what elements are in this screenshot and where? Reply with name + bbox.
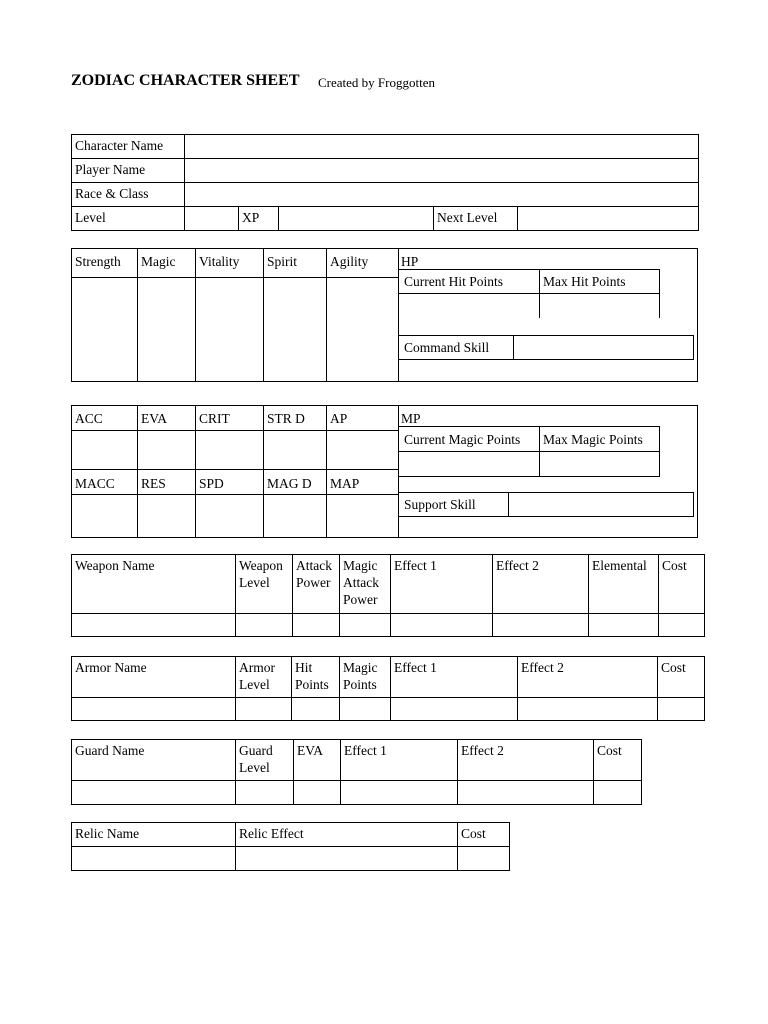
relic-effect-field[interactable]: [236, 847, 458, 871]
eva-field[interactable]: [138, 431, 194, 468]
eva-label: EVA: [141, 411, 168, 426]
armor-hit-points-field[interactable]: [292, 698, 340, 721]
armor-level-field[interactable]: [236, 698, 292, 721]
hp-label: HP: [401, 254, 419, 269]
max-mp-label: Max Magic Points: [543, 432, 643, 447]
weapon-cost-field[interactable]: [659, 614, 705, 637]
vitality-label: Vitality: [199, 254, 240, 269]
weapon-cost-header: Cost: [659, 555, 705, 614]
armor-magic-points-header: Magic Points: [340, 657, 391, 698]
guard-eva-header: EVA: [294, 740, 341, 781]
weapon-elemental-field[interactable]: [589, 614, 659, 637]
agility-field[interactable]: [327, 278, 397, 381]
current-hp-label: Current Hit Points: [404, 274, 504, 289]
res-field[interactable]: [138, 495, 194, 537]
current-hp-field[interactable]: [399, 294, 538, 318]
acc-label: ACC: [75, 411, 103, 426]
max-hp-label: Max Hit Points: [543, 274, 626, 289]
crit-label: CRIT: [199, 411, 230, 426]
armor-name-header: Armor Name: [72, 657, 236, 698]
mp-label: MP: [401, 411, 421, 426]
weapon-level-field[interactable]: [236, 614, 293, 637]
weapon-magic-attack-header: Magic Attack Power: [340, 555, 391, 614]
magic-label: Magic: [141, 254, 176, 269]
weapon-effect2-field[interactable]: [493, 614, 589, 637]
support-skill-field[interactable]: [509, 493, 693, 516]
spd-label: SPD: [199, 476, 224, 491]
current-mp-label: Current Magic Points: [404, 432, 521, 447]
armor-cost-header: Cost: [658, 657, 705, 698]
macc-label: MACC: [75, 476, 115, 491]
armor-cost-field[interactable]: [658, 698, 705, 721]
guard-effect1-header: Effect 1: [341, 740, 458, 781]
armor-level-header: Armor Level: [236, 657, 292, 698]
guard-effect1-field[interactable]: [341, 781, 458, 805]
guard-name-header: Guard Name: [72, 740, 236, 781]
weapon-effect2-header: Effect 2: [493, 555, 589, 614]
weapon-elemental-header: Elemental: [589, 555, 659, 614]
weapon-effect1-header: Effect 1: [391, 555, 493, 614]
guard-effect2-field[interactable]: [458, 781, 594, 805]
race-class-label: Race & Class: [72, 183, 185, 207]
armor-effect2-header: Effect 2: [518, 657, 658, 698]
weapon-attack-header: Attack Power: [293, 555, 340, 614]
spirit-field[interactable]: [264, 278, 325, 381]
spirit-label: Spirit: [267, 254, 298, 269]
next-level-label: Next Level: [434, 207, 518, 231]
guard-cost-field[interactable]: [594, 781, 642, 805]
guard-level-header: Guard Level: [236, 740, 294, 781]
next-level-field[interactable]: [518, 207, 699, 231]
support-skill-label: Support Skill: [404, 497, 476, 512]
str-d-label: STR D: [267, 411, 305, 426]
crit-field[interactable]: [196, 431, 262, 468]
armor-effect1-field[interactable]: [391, 698, 518, 721]
command-skill-field[interactable]: [514, 336, 693, 359]
armor-name-field[interactable]: [72, 698, 236, 721]
player-name-field[interactable]: [185, 159, 699, 183]
guard-table: [71, 739, 642, 805]
guard-cost-header: Cost: [594, 740, 642, 781]
armor-table: [71, 656, 705, 721]
relic-name-field[interactable]: [72, 847, 236, 871]
strength-label: Strength: [75, 254, 121, 269]
weapon-table: [71, 554, 705, 637]
character-name-label: Character Name: [72, 135, 185, 159]
character-name-field[interactable]: [185, 135, 699, 159]
current-mp-field[interactable]: [399, 452, 538, 475]
weapon-effect1-field[interactable]: [391, 614, 493, 637]
weapon-magic-attack-field[interactable]: [340, 614, 391, 637]
ap-field[interactable]: [327, 431, 397, 468]
weapon-attack-field[interactable]: [293, 614, 340, 637]
str-d-field[interactable]: [264, 431, 325, 468]
xp-label: XP: [239, 207, 279, 231]
command-skill-label: Command Skill: [404, 340, 490, 355]
guard-name-field[interactable]: [72, 781, 236, 805]
map-field[interactable]: [327, 495, 397, 537]
guard-eva-field[interactable]: [294, 781, 341, 805]
race-class-field[interactable]: [185, 183, 699, 207]
mag-d-field[interactable]: [264, 495, 325, 537]
armor-magic-points-field[interactable]: [340, 698, 391, 721]
xp-field[interactable]: [279, 207, 434, 231]
spd-field[interactable]: [196, 495, 262, 537]
relic-cost-header: Cost: [458, 823, 510, 847]
relic-table: [71, 822, 510, 871]
map-label: MAP: [330, 476, 360, 491]
armor-effect1-header: Effect 1: [391, 657, 518, 698]
armor-effect2-field[interactable]: [518, 698, 658, 721]
res-label: RES: [141, 476, 166, 491]
strength-field[interactable]: [72, 278, 136, 381]
max-hp-field[interactable]: [540, 294, 658, 318]
agility-label: Agility: [330, 254, 369, 269]
weapon-name-field[interactable]: [72, 614, 236, 637]
sheet-title: ZODIAC CHARACTER SHEET: [71, 72, 300, 89]
weapon-name-header: Weapon Name: [72, 555, 236, 614]
max-mp-field[interactable]: [540, 452, 658, 475]
macc-field[interactable]: [72, 495, 136, 537]
mag-d-label: MAG D: [267, 476, 312, 491]
relic-cost-field[interactable]: [458, 847, 510, 871]
relic-name-header: Relic Name: [72, 823, 236, 847]
guard-level-field[interactable]: [236, 781, 294, 805]
identity-table: [71, 134, 699, 231]
sheet-credit: Created by Froggotten: [318, 75, 435, 90]
guard-effect2-header: Effect 2: [458, 740, 594, 781]
vitality-field[interactable]: [196, 278, 262, 381]
player-name-label: Player Name: [72, 159, 185, 183]
ap-label: AP: [330, 411, 348, 426]
weapon-level-header: Weapon Level: [236, 555, 293, 614]
level-field[interactable]: [185, 207, 239, 231]
relic-effect-header: Relic Effect: [236, 823, 458, 847]
level-label: Level: [72, 207, 185, 231]
armor-hit-points-header: Hit Points: [292, 657, 340, 698]
acc-field[interactable]: [72, 431, 136, 468]
magic-field[interactable]: [138, 278, 194, 381]
